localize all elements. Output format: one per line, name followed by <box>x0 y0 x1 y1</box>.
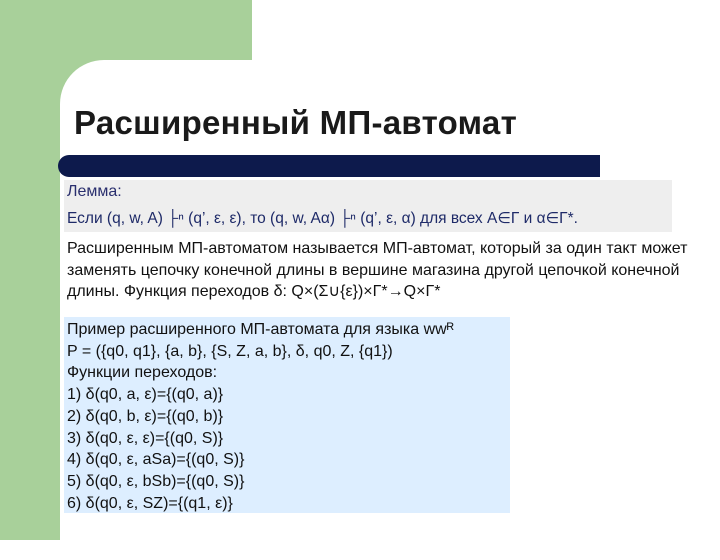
example-line: 1) δ(q0, a, ε)={(q0, a)} <box>67 386 224 404</box>
example-line: 6) δ(q0, ε, SZ)={(q1, ε)} <box>67 494 233 512</box>
title-underline-bar <box>58 155 600 177</box>
example-line: 3) δ(q0, ε, ε)={(q0, S)} <box>67 429 224 447</box>
definition-paragraph: Расширенным МП-автоматом называется МП-автомат, который за один такт может заменять цепочку конечной длины в вершине магазина другой цепочкой конечной длины. Функция переходов δ: Q×(Σ∪{ε})×Γ*→Q×Γ* <box>67 240 688 300</box>
example-line: 2) δ(q0, b, ε)={(q0, b)} <box>67 407 224 425</box>
slide-title: Расширенный МП-автомат <box>74 104 518 141</box>
lemma-heading: Лемма: <box>67 183 122 200</box>
example-line: Функции переходов: <box>67 364 218 382</box>
example-line: Пример расширенного МП-автомата для языка wwᴿ <box>67 321 454 338</box>
lemma-statement: Если (q, w, A) ├ⁿ (q’, ε, ε), то (q, w, Aα) ├ⁿ (q’, ε, α) для всех A∈Γ и α∈Γ*. <box>67 210 578 227</box>
example-line: P = ({q0, q1}, {a, b}, {S, Z, a, b}, δ, q0, Z, {q1}) <box>67 342 393 360</box>
example-list <box>67 319 454 514</box>
example-line: 5) δ(q0, ε, bSb)={(q0, S)} <box>67 472 245 490</box>
example-line: 4) δ(q0, ε, aSa)={(q0, S)} <box>67 451 245 469</box>
